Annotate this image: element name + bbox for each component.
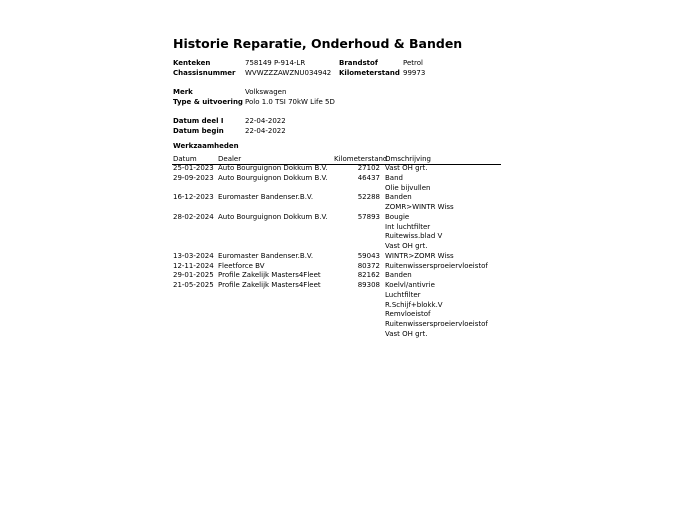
page-title: Historie Reparatie, Onderhoud & Banden [173, 36, 463, 51]
datum-deel-label: Datum deel I [173, 117, 224, 125]
table-row [172, 193, 501, 203]
cell-omschrijving: Koelvl/antivrie [385, 281, 435, 289]
cell-datum: 29-01-2025 [173, 271, 214, 280]
kilometerstand-value: 99973 [403, 69, 426, 77]
table-row [172, 301, 501, 311]
cell-dealer: Auto Bourguignon Dokkum B.V. [218, 212, 328, 221]
cell-omschrijving: Band [385, 173, 403, 182]
cell-omschrijving: R.Schijf+blokk.V [385, 300, 443, 309]
cell-datum: 13-03-2024 [173, 251, 214, 260]
cell-omschrijving: Bougie [385, 212, 410, 221]
cell-dealer: Profile Zakelijk Masters4Fleet [218, 271, 321, 280]
cell-omschrijving: Luchtfilter [385, 290, 421, 299]
table-row [172, 164, 501, 174]
cell-kilometerstand: 57893 [357, 212, 380, 221]
cell-dealer: Auto Bourguignon Dokkum B.V. [218, 164, 328, 172]
table-row [172, 252, 501, 262]
cell-omschrijving: Ruitewiss.blad V [385, 232, 443, 241]
column-header-dealer: Dealer [218, 155, 242, 163]
cell-dealer: Auto Bourguignon Dokkum B.V. [218, 173, 328, 182]
column-header-omschrijving: Omschrijving [385, 155, 431, 163]
type-value: Polo 1.0 TSI 70kW Life 5D [245, 98, 335, 106]
table-row [172, 262, 501, 272]
cell-kilometerstand: 52288 [357, 193, 380, 202]
table-row [172, 281, 501, 291]
table-row [172, 184, 501, 194]
cell-datum: 29-09-2023 [173, 173, 214, 182]
cell-omschrijving: Vast OH grt. [385, 329, 428, 338]
table-row [172, 242, 501, 252]
cell-dealer: Euromaster Bandenser.B.V. [218, 251, 314, 260]
cell-omschrijving: Remvloeistof [385, 310, 431, 319]
cell-kilometerstand: 46437 [357, 173, 380, 182]
cell-omschrijving: Banden [385, 271, 412, 280]
brandstof-label: Brandstof [339, 59, 378, 67]
werkzaamheden-table [172, 164, 501, 340]
table-row [172, 310, 501, 320]
cell-omschrijving: Olie bijvullen [385, 183, 431, 192]
werkzaamheden-heading: Werkzaamheden [173, 142, 239, 150]
column-header-kilometerstand: Kilometerstand [334, 155, 388, 163]
cell-omschrijving: Ruitenwissersproeiervloeistof [385, 320, 488, 328]
table-row [172, 271, 501, 281]
table-row [172, 203, 501, 213]
table-row [172, 174, 501, 184]
cell-kilometerstand: 27102 [357, 164, 380, 172]
table-row [172, 223, 501, 233]
table-row [172, 320, 501, 330]
kenteken-label: Kenteken [173, 59, 211, 67]
cell-datum: 28-02-2024 [173, 212, 214, 221]
table-row [172, 330, 501, 340]
cell-dealer: Profile Zakelijk Masters4Fleet [218, 281, 321, 289]
merk-value: Volkswagen [245, 88, 287, 96]
cell-dealer: Euromaster Bandenser.B.V. [218, 193, 314, 202]
kilometerstand-label: Kilometerstand [339, 69, 400, 77]
cell-omschrijving: Vast OH grt. [385, 242, 428, 250]
cell-omschrijving: ZOMR>WINTR Wiss [385, 203, 454, 211]
cell-kilometerstand: 59043 [357, 251, 380, 260]
merk-label: Merk [173, 88, 193, 96]
cell-omschrijving: Ruitenwissersproeiervloeistof [385, 261, 488, 270]
datum-begin-value: 22-04-2022 [245, 127, 286, 135]
cell-kilometerstand: 82162 [357, 271, 380, 280]
cell-kilometerstand: 89308 [357, 281, 380, 289]
cell-datum: 12-11-2024 [173, 261, 214, 270]
type-label: Type & uitvoering [173, 98, 243, 106]
datum-begin-label: Datum begin [173, 127, 224, 135]
cell-datum: 21-05-2025 [173, 281, 214, 289]
table-row [172, 213, 501, 223]
chassis-value: WVWZZZAWZNU034942 [245, 69, 332, 77]
cell-dealer: Fleetforce BV [218, 261, 265, 270]
datum-deel-value: 22-04-2022 [245, 117, 286, 125]
cell-omschrijving: Int luchtfilter [385, 222, 431, 231]
cell-omschrijving: Vast OH grt. [385, 164, 428, 172]
cell-datum: 16-12-2023 [173, 193, 214, 202]
chassis-label: Chassisnummer [173, 69, 236, 77]
kenteken-value: 758149 P-914-LR [245, 59, 306, 67]
cell-omschrijving: WINTR>ZOMR Wiss [385, 251, 454, 260]
cell-kilometerstand: 80372 [357, 261, 380, 270]
column-header-datum: Datum [173, 155, 197, 163]
table-row [172, 291, 501, 301]
table-row [172, 232, 501, 242]
brandstof-value: Petrol [403, 59, 423, 67]
cell-datum: 25-01-2023 [173, 164, 214, 172]
cell-omschrijving: Banden [385, 193, 412, 202]
